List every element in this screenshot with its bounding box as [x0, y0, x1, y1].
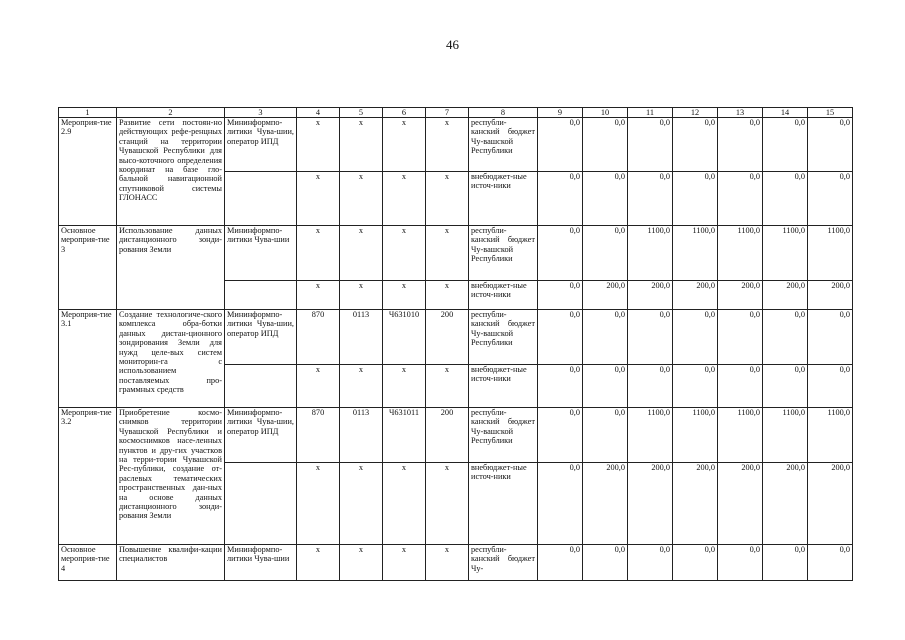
column-number-6: 6 — [383, 108, 426, 118]
budget-code-cell: 0113 — [340, 408, 383, 463]
amount-cell: 0,0 — [718, 545, 763, 581]
budget-code-cell: Ч631010 — [383, 310, 426, 365]
item-name-cell: Мероприя-тие 2.9 — [59, 118, 117, 226]
amount-cell: 200,0 — [763, 463, 808, 545]
budget-code-cell: Ч631011 — [383, 408, 426, 463]
item-name-cell: Мероприя-тие 3.2 — [59, 408, 117, 545]
executor-cell: Мининформпо-литики Чува-шии — [225, 226, 297, 281]
budget-code-cell: x — [297, 118, 340, 172]
budget-code-cell: x — [340, 545, 383, 581]
funding-source-cell: внебюджет-ные источ-ники — [469, 365, 538, 408]
amount-cell: 1100,0 — [763, 226, 808, 281]
table-body — [59, 108, 853, 581]
amount-cell: 0,0 — [673, 118, 718, 172]
amount-cell: 200,0 — [718, 463, 763, 545]
amount-cell: 0,0 — [673, 172, 718, 226]
amount-cell: 1100,0 — [808, 408, 853, 463]
budget-code-cell: x — [426, 463, 469, 545]
amount-cell: 0,0 — [628, 310, 673, 365]
amount-cell: 1100,0 — [673, 408, 718, 463]
amount-cell: 1100,0 — [718, 226, 763, 281]
amount-cell: 0,0 — [538, 463, 583, 545]
amount-cell: 200,0 — [628, 463, 673, 545]
budget-code-cell: x — [340, 463, 383, 545]
amount-cell: 0,0 — [718, 118, 763, 172]
column-number-13: 13 — [718, 108, 763, 118]
budget-code-cell: x — [383, 226, 426, 281]
budget-code-cell: x — [297, 463, 340, 545]
amount-cell: 0,0 — [718, 365, 763, 408]
budget-code-cell: 0113 — [340, 310, 383, 365]
amount-cell: 1100,0 — [763, 408, 808, 463]
budget-code-cell: x — [383, 118, 426, 172]
column-number-row — [59, 108, 853, 118]
item-name-cell: Основное мероприя-тие 3 — [59, 226, 117, 310]
amount-cell: 1100,0 — [628, 226, 673, 281]
funding-source-cell: республи-канский бюджет Чу-вашской Республики — [469, 408, 538, 463]
description-cell: Приобретение космо-снимков территории Чувашской Республики и космоснимков насе-ленных пунктов и дру-гих участков на терри-тории Чувашской Рес-публики, создание от-раслевых тематических пространственных дан-ных на основе данных дистанционного зонди-рования Земли — [117, 408, 225, 545]
budget-code-cell: 870 — [297, 310, 340, 365]
column-number-9: 9 — [538, 108, 583, 118]
amount-cell: 0,0 — [583, 365, 628, 408]
amount-cell: 0,0 — [583, 408, 628, 463]
item-name-cell: Основное мероприя-тие 4 — [59, 545, 117, 581]
amount-cell: 200,0 — [583, 281, 628, 310]
funding-source-cell: внебюджет-ные источ-ники — [469, 281, 538, 310]
amount-cell: 0,0 — [718, 310, 763, 365]
budget-code-cell: x — [297, 545, 340, 581]
funding-source-cell: внебюджет-ные источ-ники — [469, 463, 538, 545]
amount-cell: 0,0 — [583, 172, 628, 226]
budget-code-cell: x — [340, 226, 383, 281]
column-number-15: 15 — [808, 108, 853, 118]
table-row — [59, 226, 853, 281]
budget-code-cell: x — [426, 226, 469, 281]
table-row — [59, 545, 853, 581]
executor-cell: Мининформпо-литики Чува-шии, оператор ИПД — [225, 408, 297, 463]
column-number-3: 3 — [225, 108, 297, 118]
column-number-14: 14 — [763, 108, 808, 118]
budget-code-cell: x — [340, 365, 383, 408]
amount-cell: 0,0 — [673, 545, 718, 581]
amount-cell: 0,0 — [583, 118, 628, 172]
column-number-7: 7 — [426, 108, 469, 118]
funding-source-cell: республи-канский бюджет Чу-вашской Республики — [469, 118, 538, 172]
amount-cell: 200,0 — [628, 281, 673, 310]
amount-cell: 0,0 — [763, 118, 808, 172]
amount-cell: 0,0 — [538, 172, 583, 226]
executor-cell: Мининформпо-литики Чува-шии — [225, 545, 297, 581]
description-cell: Использование данных дистанционного зонди-рования Земли — [117, 226, 225, 310]
budget-code-cell: x — [383, 463, 426, 545]
budget-code-cell: x — [297, 172, 340, 226]
amount-cell: 0,0 — [808, 172, 853, 226]
amount-cell: 0,0 — [763, 545, 808, 581]
amount-cell: 0,0 — [808, 365, 853, 408]
amount-cell: 0,0 — [628, 172, 673, 226]
amount-cell: 0,0 — [538, 310, 583, 365]
table-row — [59, 118, 853, 172]
amount-cell: 0,0 — [808, 118, 853, 172]
amount-cell: 0,0 — [808, 545, 853, 581]
amount-cell: 0,0 — [673, 365, 718, 408]
funding-source-cell: республи-канский бюджет Чу- — [469, 545, 538, 581]
executor-cell: Мининформпо-литики Чува-шии, оператор ИПД — [225, 118, 297, 172]
column-number-2: 2 — [117, 108, 225, 118]
column-number-8: 8 — [469, 108, 538, 118]
funding-source-cell: республи-канский бюджет Чу-вашской Республики — [469, 226, 538, 281]
column-number-4: 4 — [297, 108, 340, 118]
budget-code-cell: x — [426, 118, 469, 172]
executor-cell — [225, 172, 297, 226]
budget-code-cell: 200 — [426, 408, 469, 463]
amount-cell: 0,0 — [628, 118, 673, 172]
budget-code-cell: 870 — [297, 408, 340, 463]
amount-cell: 0,0 — [628, 545, 673, 581]
executor-cell — [225, 281, 297, 310]
amount-cell: 1100,0 — [673, 226, 718, 281]
table-row — [59, 408, 853, 463]
budget-code-cell: x — [340, 118, 383, 172]
description-cell: Создание технологиче-ского комплекса обра-ботки данных дистан-ционного зондирования Земли для нужд целе-вых систем мониторин-га с использованием поставляемых про-граммных средств — [117, 310, 225, 408]
amount-cell: 0,0 — [538, 118, 583, 172]
amount-cell: 0,0 — [763, 365, 808, 408]
funding-source-cell: республи-канский бюджет Чу-вашской Республики — [469, 310, 538, 365]
budget-code-cell: x — [297, 226, 340, 281]
column-number-12: 12 — [673, 108, 718, 118]
budget-code-cell: x — [383, 281, 426, 310]
description-cell: Повышение квалифи-кации специалистов — [117, 545, 225, 581]
amount-cell: 0,0 — [808, 310, 853, 365]
amount-cell: 0,0 — [538, 408, 583, 463]
amount-cell: 1100,0 — [718, 408, 763, 463]
amount-cell: 0,0 — [763, 310, 808, 365]
budget-code-cell: x — [383, 365, 426, 408]
budget-code-cell: x — [426, 365, 469, 408]
executor-cell — [225, 365, 297, 408]
amount-cell: 0,0 — [538, 365, 583, 408]
column-number-1: 1 — [59, 108, 117, 118]
amount-cell: 200,0 — [673, 463, 718, 545]
amount-cell: 200,0 — [673, 281, 718, 310]
amount-cell: 0,0 — [673, 310, 718, 365]
amount-cell: 0,0 — [538, 226, 583, 281]
amount-cell: 0,0 — [628, 365, 673, 408]
budget-code-cell: x — [383, 172, 426, 226]
column-number-11: 11 — [628, 108, 673, 118]
amount-cell: 200,0 — [808, 281, 853, 310]
amount-cell: 200,0 — [763, 281, 808, 310]
amount-cell: 0,0 — [583, 310, 628, 365]
item-name-cell: Мероприя-тие 3.1 — [59, 310, 117, 408]
amount-cell: 0,0 — [763, 172, 808, 226]
budget-table — [58, 107, 853, 581]
budget-code-cell: x — [297, 281, 340, 310]
amount-cell: 200,0 — [583, 463, 628, 545]
amount-cell: 0,0 — [718, 172, 763, 226]
amount-cell: 200,0 — [718, 281, 763, 310]
amount-cell: 0,0 — [538, 281, 583, 310]
budget-code-cell: x — [297, 365, 340, 408]
column-number-10: 10 — [583, 108, 628, 118]
column-number-5: 5 — [340, 108, 383, 118]
budget-code-cell: x — [426, 172, 469, 226]
budget-code-cell: x — [426, 281, 469, 310]
amount-cell: 200,0 — [808, 463, 853, 545]
funding-source-cell: внебюджет-ные источ-ники — [469, 172, 538, 226]
budget-code-cell: x — [383, 545, 426, 581]
budget-code-cell: x — [426, 545, 469, 581]
executor-cell: Мининформпо-литики Чува-шии, оператор ИПД — [225, 310, 297, 365]
amount-cell: 1100,0 — [628, 408, 673, 463]
budget-code-cell: 200 — [426, 310, 469, 365]
amount-cell: 0,0 — [583, 226, 628, 281]
executor-cell — [225, 463, 297, 545]
description-cell: Развитие сети постоян-но действующих рефе-ренцных станций на территории Чувашской Республики для высо-коточного определения координат на базе гло-бальной навигационной спутниковой системы ГЛОНАСС — [117, 118, 225, 226]
table-row — [59, 310, 853, 365]
budget-code-cell: x — [340, 172, 383, 226]
amount-cell: 0,0 — [538, 545, 583, 581]
amount-cell: 1100,0 — [808, 226, 853, 281]
page-number: 46 — [446, 37, 459, 52]
budget-code-cell: x — [340, 281, 383, 310]
amount-cell: 0,0 — [583, 545, 628, 581]
